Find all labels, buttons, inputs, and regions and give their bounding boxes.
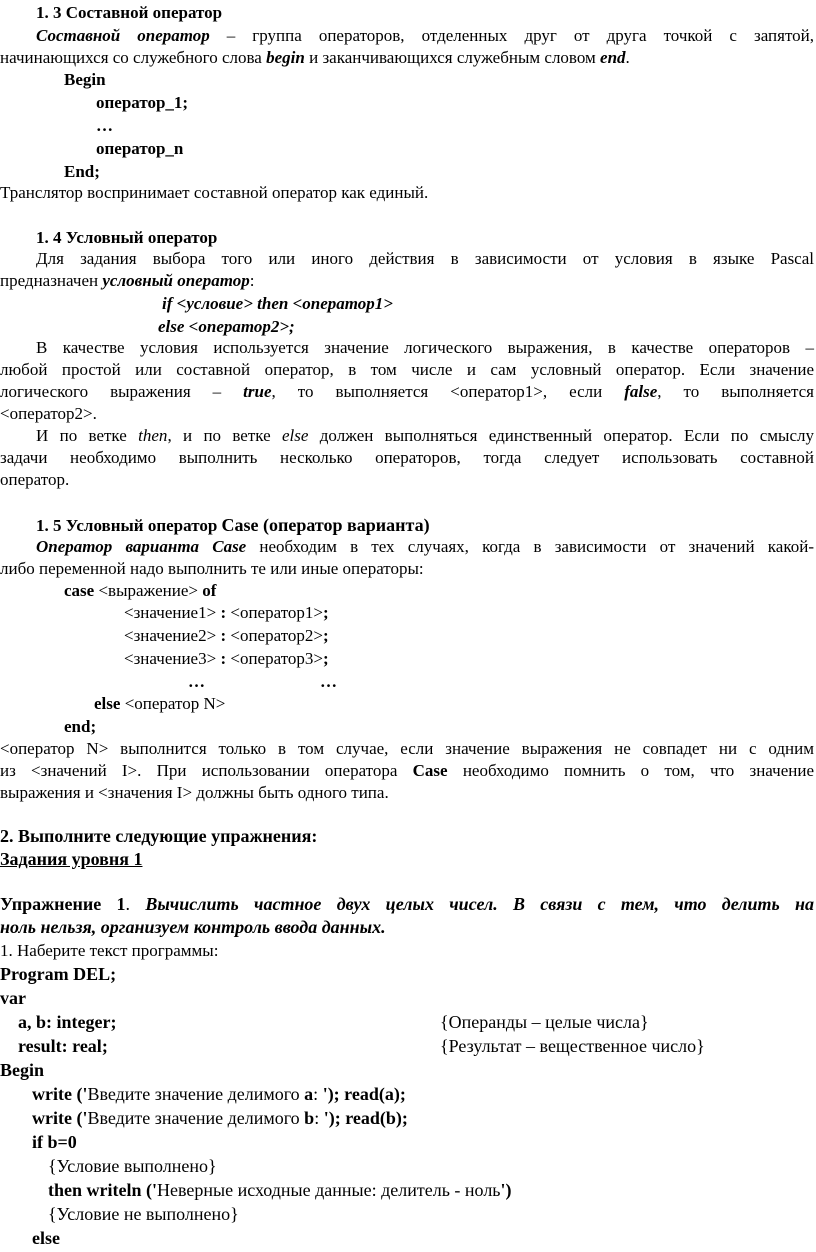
case-row xyxy=(124,648,329,670)
text: ; xyxy=(323,603,329,622)
text: '); read(b); xyxy=(323,1108,408,1128)
code-var: var xyxy=(0,988,26,1008)
text: начинающихся со служебного слова xyxy=(0,48,267,67)
code-decl: a, b: integer; xyxy=(18,1012,117,1032)
text: необходимо помнить о том, что значение xyxy=(447,761,814,780)
case-header-line xyxy=(64,580,216,602)
code-if: if b=0 xyxy=(32,1132,77,1152)
else-syntax-line: else <оператор2>; xyxy=(158,317,295,336)
text: <значение2> xyxy=(124,626,217,645)
text: ') xyxy=(500,1180,512,1200)
text: then writeln (' xyxy=(48,1180,157,1200)
text: <значение1> xyxy=(124,603,217,622)
code-then xyxy=(48,1179,512,1201)
text: 1. 5 Условный оператор xyxy=(36,516,222,535)
code-comment: {Операнды – целые числа} xyxy=(440,1012,649,1032)
text: <выражение> xyxy=(94,581,203,600)
text: <оператор N> xyxy=(120,694,226,713)
s15-p1-line1 xyxy=(36,536,814,558)
term-compound-operator: Составной оператор xyxy=(36,26,210,45)
code-line: оператор_n xyxy=(96,139,184,158)
keyword-end: end xyxy=(600,48,626,67)
s14-p1-line2 xyxy=(0,270,254,292)
text: : xyxy=(216,603,231,622)
text: Неверные исходные данные: делитель - ноль xyxy=(156,1180,501,1200)
code-line: оператор_1; xyxy=(96,93,189,112)
keyword-of: of xyxy=(202,581,217,600)
code-line: … xyxy=(96,116,113,135)
section-1-3-title: 1. 3 Составной оператор xyxy=(36,3,223,22)
text: , и по ветке xyxy=(167,426,282,445)
text: . xyxy=(125,894,146,914)
s13-note: Транслятор воспринимает составной оператор как единый. xyxy=(0,183,429,202)
s14-p3-line2: задачи необходимо выполнить несколько операторов, тогда следует использовать составной xyxy=(0,448,814,467)
section-2-title: 2. Выполните следующие упражнения: xyxy=(0,826,318,846)
keyword-case: case xyxy=(64,581,95,600)
s15-p1-line2: либо переменной надо выполнить те или иные операторы: xyxy=(0,559,424,578)
text: – группа операторов, отделенных друг от друга точкой с запятой, xyxy=(209,26,814,45)
section-1-5-title xyxy=(36,514,430,537)
text: Введите значение делимого xyxy=(87,1084,305,1104)
text: b xyxy=(304,1108,315,1128)
text: : xyxy=(216,626,231,645)
text: '); read(a); xyxy=(322,1084,406,1104)
text: Case (оператор варианта) xyxy=(221,515,430,535)
code-program: Program DEL; xyxy=(0,964,117,984)
keyword-else: else xyxy=(282,426,309,445)
keyword-false: false xyxy=(624,382,658,401)
text: ; xyxy=(323,626,329,645)
text: a xyxy=(304,1084,314,1104)
s14-p2-line4: <оператор2>. xyxy=(0,404,97,423)
s14-p3-line1 xyxy=(36,425,814,447)
code-comment: {Результат – вещественное число} xyxy=(440,1036,705,1056)
text: : xyxy=(313,1084,323,1104)
code-write-a xyxy=(32,1083,406,1105)
code-else: else xyxy=(32,1228,60,1248)
text: ; xyxy=(323,649,329,668)
s14-p2-line3 xyxy=(0,381,814,403)
level-1-heading: Задания уровня 1 xyxy=(0,849,143,869)
keyword-begin: begin xyxy=(266,48,305,67)
text: , то выполняется xyxy=(657,382,814,401)
case-ellipsis: … xyxy=(320,672,337,691)
s13-def-line1 xyxy=(36,25,814,47)
code-begin: Begin xyxy=(0,1060,45,1080)
text: должен выполняться единственный оператор. Если по смыслу xyxy=(308,426,814,445)
case-row xyxy=(124,625,329,647)
s14-p2-line2: любой простой или составной оператор, в том числе и сам условный оператор. Если значение xyxy=(0,360,814,379)
text: и заканчивающихся служебным словом xyxy=(304,48,601,67)
keyword-case: Case xyxy=(412,761,448,780)
s14-p3-line3: оператор. xyxy=(0,470,70,489)
exercise-1-line1 xyxy=(0,893,814,915)
term-case-operator: Оператор варианта Case xyxy=(36,537,247,556)
s15-note-line2 xyxy=(0,760,814,782)
case-end-line: end; xyxy=(64,717,97,736)
text: <значение3> xyxy=(124,649,217,668)
text: И по ветке xyxy=(36,426,139,445)
text: , то выполняется <оператор1>, если xyxy=(271,382,625,401)
step-1: 1. Наберите текст программы: xyxy=(0,941,219,960)
exercise-label: Упражнение 1 xyxy=(0,894,126,914)
section-1-4-title: 1. 4 Условный оператор xyxy=(36,228,218,247)
s13-def-line2 xyxy=(0,47,630,69)
text: <оператор1> xyxy=(230,603,324,622)
text: <оператор3> xyxy=(230,649,324,668)
code-comment: {Условие не выполнено} xyxy=(48,1204,239,1224)
exercise-1-line2: ноль нельзя, организуем контроль ввода данных. xyxy=(0,917,386,937)
keyword-true: true xyxy=(243,382,272,401)
text: : xyxy=(314,1108,324,1128)
text: необходим в тех случаях, когда в зависимости от значений какой- xyxy=(246,537,815,556)
case-else-line xyxy=(94,693,225,715)
text: : xyxy=(249,271,255,290)
code-write-b xyxy=(32,1107,408,1129)
code-comment: {Условие выполнено} xyxy=(48,1156,217,1176)
keyword-then: then xyxy=(138,426,168,445)
code-decl: result: real; xyxy=(18,1036,108,1056)
if-syntax-line: if <условие> then <оператор1> xyxy=(162,294,393,313)
s15-note-line3: выражения и <значения I> должны быть одного типа. xyxy=(0,783,389,802)
s14-p2-line1: В качестве условия используется значение логического выражения, в качестве операторов – xyxy=(36,338,814,357)
code-line: Begin xyxy=(64,70,106,89)
code-line: End; xyxy=(64,162,100,181)
text: из <значений I>. При использовании оператора xyxy=(0,761,413,780)
s15-note-line1: <оператор N> выполнится только в том случае, если значение выражения не совпадет ни с одним xyxy=(0,739,814,758)
text: : xyxy=(216,649,231,668)
text: предназначен xyxy=(0,271,103,290)
text: . xyxy=(625,48,630,67)
text: логического выражения – xyxy=(0,382,244,401)
text: Введите значение делимого xyxy=(87,1108,305,1128)
term-conditional-operator: условный оператор xyxy=(102,271,250,290)
case-row xyxy=(124,602,329,624)
case-ellipsis: … xyxy=(188,672,205,691)
s14-p1-line1: Для задания выбора того или иного действия в зависимости от условия в языке Pascal xyxy=(36,249,814,268)
text: write (' xyxy=(32,1084,88,1104)
exercise-task: Вычислить частное двух целых чисел. В связи с тем, что делить на xyxy=(145,894,815,914)
text: write (' xyxy=(32,1108,88,1128)
text: <оператор2> xyxy=(230,626,324,645)
keyword-else: else xyxy=(94,694,121,713)
